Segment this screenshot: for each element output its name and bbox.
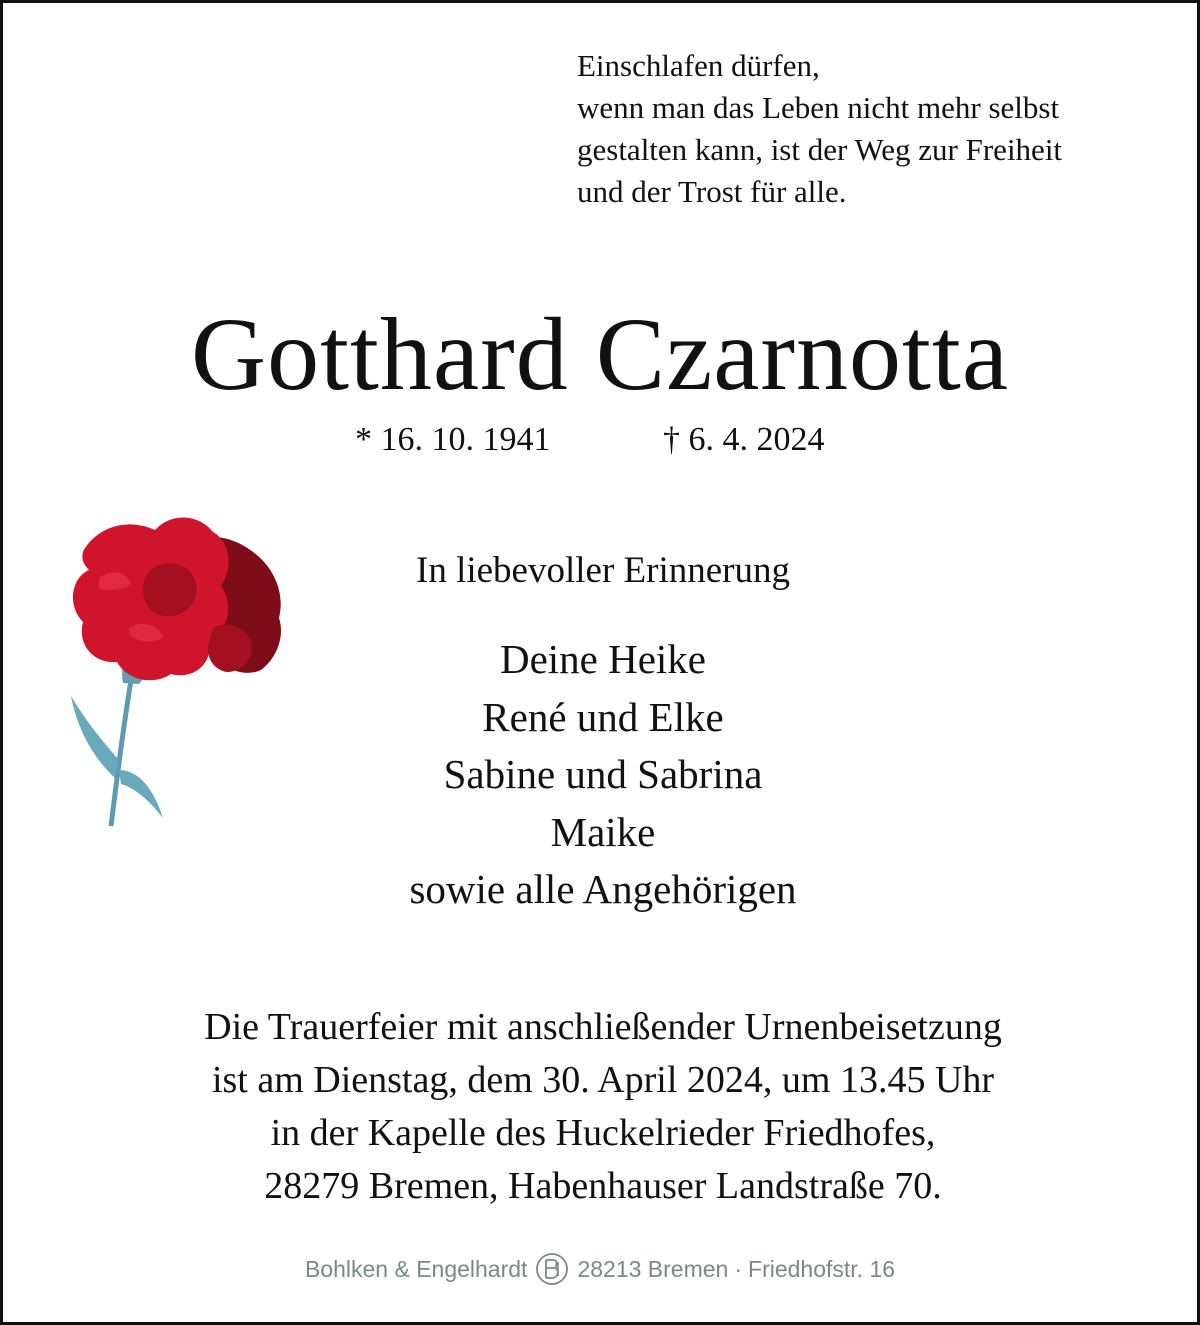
memory-line: In liebevoller Erinnerung xyxy=(416,550,790,591)
poem xyxy=(577,45,1177,213)
family-line: Deine Heike xyxy=(499,636,707,682)
poem-line: wenn man das Leben nicht mehr selbst xyxy=(577,90,1060,125)
funeral-home-street: Friedhofstr. 16 xyxy=(748,1255,896,1282)
ceremony-line: in der Kapelle des Huckelrieder Friedhofes, xyxy=(270,1112,936,1154)
footer-separator: · xyxy=(734,1255,743,1282)
poem-line: und der Trost für alle. xyxy=(577,174,847,209)
funeral-home-name: Bohlken & Engelhardt xyxy=(304,1255,528,1282)
death-date: † 6. 4. 2024 xyxy=(663,421,825,458)
poem-line: Einschlafen dürfen, xyxy=(577,48,820,83)
ceremony-info xyxy=(3,1001,1200,1213)
family-line: René und Elke xyxy=(482,693,724,740)
funeral-home-address: 28213 Bremen xyxy=(577,1255,729,1282)
birth-date: * 16. 10. 1941 xyxy=(355,421,551,458)
deceased-name: Gotthard Czarnotta xyxy=(191,297,1009,412)
poem-line: gestalten kann, ist der Weg zur Freiheit xyxy=(577,132,1063,167)
family-signatures xyxy=(3,631,1200,919)
family-line: Sabine und Sabrina xyxy=(443,751,763,797)
life-dates xyxy=(3,415,1197,465)
ceremony-line: 28279 Bremen, Habenhauser Landstraße 70. xyxy=(264,1165,942,1207)
ceremony-line: Die Trauerfeier mit anschließender Urnenbeisetzung xyxy=(204,1006,1002,1048)
family-line: Maike xyxy=(550,808,656,855)
funeral-home-footer xyxy=(3,1249,1197,1289)
ceremony-line: ist am Dienstag, dem 30. April 2024, um 13.45 Uhr xyxy=(211,1059,995,1101)
funeral-home-logo-icon xyxy=(535,1252,569,1286)
family-line: sowie alle Angehörigen xyxy=(409,866,797,912)
